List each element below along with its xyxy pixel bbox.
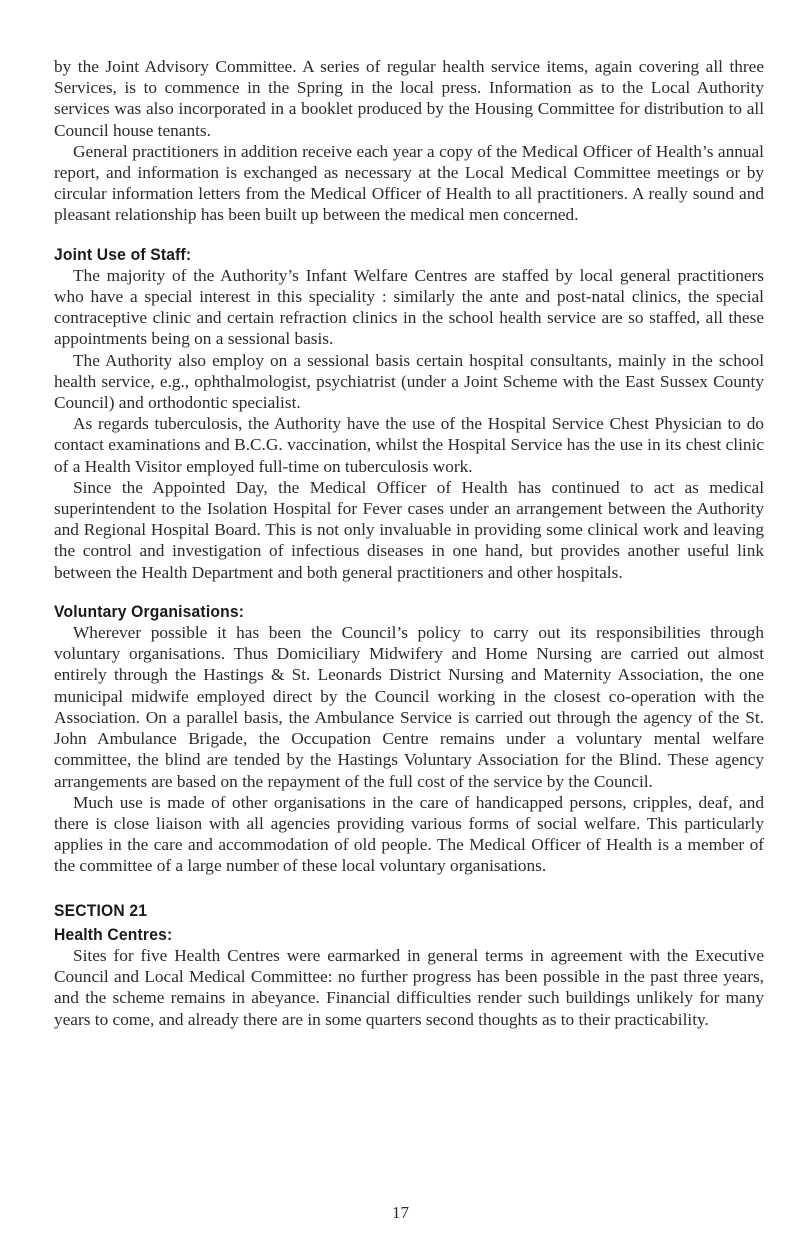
intro-paragraph-1: by the Joint Advisory Committee. A series of regular health service items, again covering all three Services, is to commence in the Spring in the local press. Information as to the Local Authority services was also incorporated in a booklet produced by the Housing Committee for distribution to all Council house tenants. — [54, 57, 764, 140]
joint-use-paragraph-2: The Authority also employ on a sessional basis certain hospital consultants, mainly in the school health service, e.g., ophthalmologist, psychiatrist (under a Joint Scheme with the East Sussex County Council) and orthodontic specialist. — [54, 350, 764, 413]
section-21-label: SECTION 21 — [54, 900, 148, 920]
joint-use-paragraph-3: As regards tuberculosis, the Authority have the use of the Hospital Service Chest Physician to do contact examinations and B.C.G. vaccination, whilst the Hospital Service has the use in its chest clinic of a Health Visitor employed full-time on tuberculosis work. — [54, 414, 764, 476]
joint-use-paragraph-1: The majority of the Authority’s Infant Welfare Centres are staffed by local general practitioners who have a special interest in this speciality : similarly the ante and post-natal clinics, the special contraceptive clinic and certain refraction clinics in the school health service are so staffed, all these appointments being on a sessional basis. — [54, 265, 764, 349]
voluntary-paragraph-1: Wherever possible it has been the Council’s policy to carry out its responsibilities through voluntary organisations. Thus Domiciliary Midwifery and Home Nursing are carried out almost entirely through the Hastings & St. Leonards District Nursing and Maternity Association, the one municipal midwife employed direct by the Council working in the closest co-operation with the Association. On a parallel basis, the Ambulance Service is carried out through the agency of the St. John Ambulance Brigade, the Occupation Centre remains under a voluntary mental welfare committee, the blind are tended by the Hastings Voluntary Association for the Blind. These agency arrangements are based on the repayment of the full cost of the service by the Council. — [54, 623, 764, 791]
joint-use-heading: Joint Use of Staff: — [54, 244, 192, 264]
voluntary-organisations-heading: Voluntary Organisations: — [54, 601, 245, 621]
joint-use-paragraph-4: Since the Appointed Day, the Medical Officer of Health has continued to act as medical superintendent to the Isolation Hospital for Fever cases under an arrangement between the Authority and Regional Hospital Board. This is not only invaluable in providing some clinical work and leaving the control and investigation of infectious diseases in one hand, but provides another useful link between the Health Department and both general practitioners and other hospitals. — [54, 477, 764, 582]
intro-paragraph-2: General practitioners in addition receive each year a copy of the Medical Officer of Health’s annual report, and information is exchanged as necessary at the Local Medical Committee meetings or by circular information letters from the Medical Officer of Health to all practitioners. A really sound and pleasant relationship has been built up between the medical men concerned. — [54, 141, 764, 225]
voluntary-paragraph-2: Much use is made of other organisations in the care of handicapped persons, cripples, deaf, and there is close liaison with all agencies providing various forms of social welfare. This particularly applies in the care and accommodation of old people. The Medical Officer of Health is a member of the committee of a large number of these local voluntary organisations. — [54, 792, 764, 876]
health-centres-paragraph-1: Sites for five Health Centres were earmarked in general terms in agreement with the Executive Council and Local Medical Committee: no further progress has been possible in the past three years, and the scheme remains in abeyance. Financial difficulties render such buildings unlikely for many years to come, and already there are in some quarters second thoughts as to their practicability. — [54, 945, 764, 1029]
health-centres-heading: Health Centres: — [54, 924, 173, 944]
document-page — [54, 56, 764, 1030]
page-number: 17 — [392, 1203, 409, 1222]
